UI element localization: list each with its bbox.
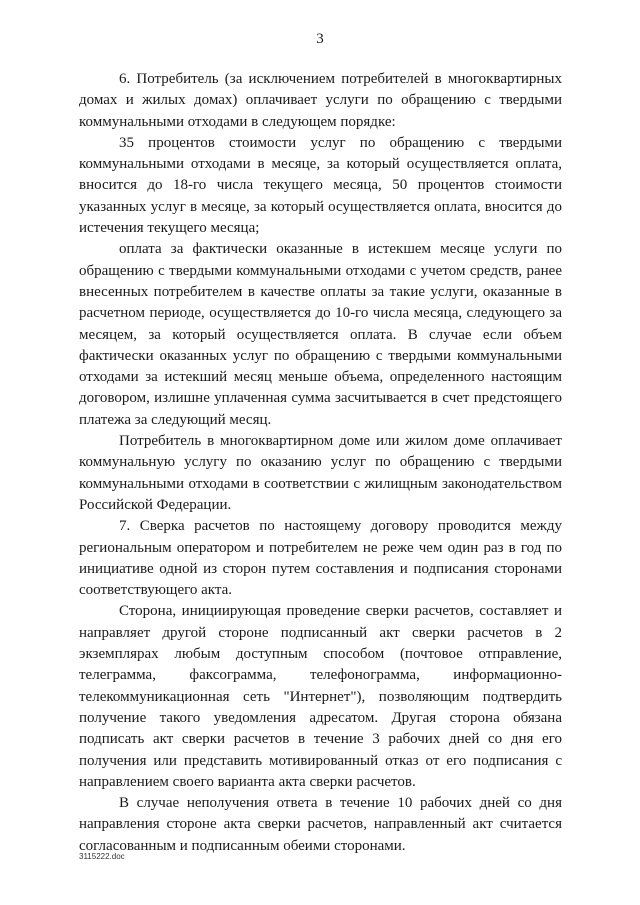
paragraph-residential-consumer: Потребитель в многоквартирном доме или жилом доме оплачивает коммунальную услугу по оказанию услуг по обращению с твердыми коммунальными отходами в соответствии с жилищным законодательством Российской Федерации.	[79, 433, 562, 513]
paragraph-reconciliation-procedure: Сторона, инициирующая проведение сверки расчетов, составляет и направляет другой стороне подписанный акт сверки расчетов в 2 экземплярах любым доступным способом (почтовое отправление, телеграмма, факсограмма, телефонограмма, информационно-телекоммуникационная сеть "Интернет"), позволяющим подтвердить получение такого уведомления адресатом. Другая сторона обязана подписать акт сверки расчетов в течение 3 рабочих дней со дня его получения или представить мотивированный отказ от его подписания с направлением своего варианта акта сверки расчетов.	[79, 603, 562, 790]
paragraph-no-response: В случае неполучения ответа в течение 10 рабочих дней со дня направления стороне акта сверки расчетов, направленный акт считается согласованным и подписанным обеими сторонами.	[79, 795, 562, 854]
paragraph-advance-payment: 35 процентов стоимости услуг по обращению с твердыми коммунальными отходами в месяце, за который осуществляется оплата, вносится до 18-го числа текущего месяца, 50 процентов стоимости указанных услуг в месяце, за который осуществляется оплата, вносится до истечения текущего месяца;	[79, 134, 562, 237]
paragraph-clause-7: 7. Сверка расчетов по настоящему договору проводится между региональным оператором и потребителем не реже чем один раз в год по инициативе одной из сторон путем составления и подписания сторонами соответствующего акта.	[79, 518, 562, 599]
paragraph-actual-payment: оплата за фактически оказанные в истекшем месяце услуги по обращению с твердыми коммунальными отходами с учетом средств, ранее внесенных потребителем в качестве оплаты за такие услуги, оказанные в расчетном периоде, осуществляется до 10-го числа месяца, следующего за месяцем, за который осуществляется оплата. В случае если объем фактически оказанных услуг по обращению с твердыми коммунальными отходами за истекший месяц меньше объема, определенного настоящим договором, излишне уплаченная сумма засчитывается в счет предстоящего платежа за следующий месяц.	[79, 241, 562, 428]
document-body	[79, 69, 562, 857]
document-filename: 3115222.doc	[79, 852, 125, 861]
paragraph-clause-6: 6. Потребитель (за исключением потребителей в многоквартирных домах и жилых домах) оплачивает услуги по обращению с твердыми коммунальными отходами в следующем порядке:	[79, 71, 562, 130]
page-number: 3	[316, 31, 324, 47]
